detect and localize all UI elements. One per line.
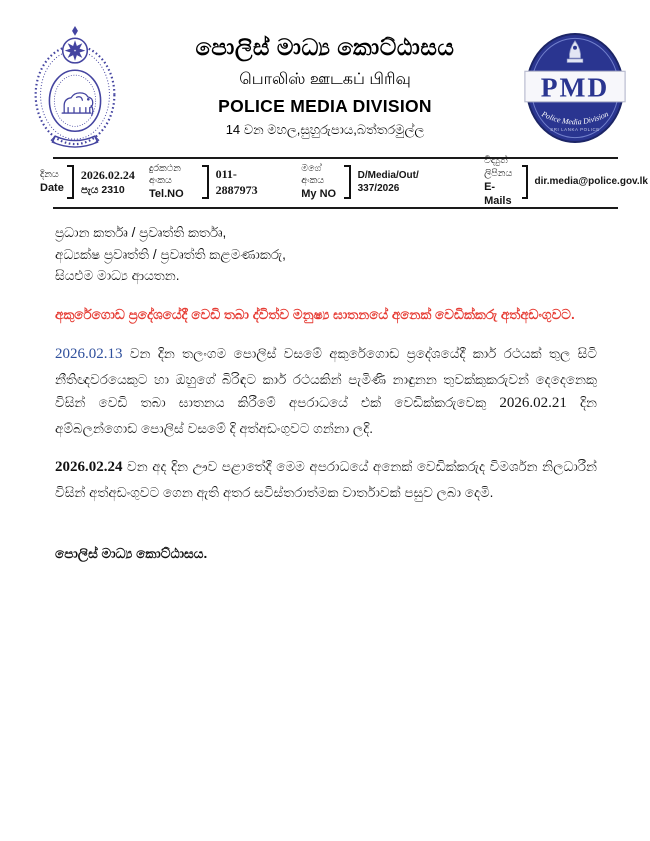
division-title-sinhala: පොලිස් මාධ්‍ය කොට්ඨාසය [195,34,455,60]
first-arrest-date: 2026.02.21 [499,394,567,411]
division-title-tamil: பொலிஸ் ஊடகப் பிரிவு [239,71,411,88]
recipient-block [55,222,597,287]
my-number-field [301,163,450,202]
pmd-curved-text: Police Media Division [540,109,610,127]
date-value: 2026.02.24 [80,167,135,182]
time-value: පැය 2310 [80,184,125,196]
paragraph-1-text-b: දින අම්බලන්ගොඩ පොලිස් වසමේ දි අත්අඩංගුවට ගන්නා ලදි. [55,394,597,436]
second-arrest-date: 2026.02.24 [55,458,123,475]
email-field [484,155,648,208]
incident-date: 2026.02.13 [55,345,123,362]
recipient-line-3: සියළුම මාධ්‍ය ආයතන. [55,268,180,284]
reference-info-bar [0,155,650,208]
bracket-icon [522,165,527,199]
date-label-sinhala: දිනය [40,168,59,180]
email-value[interactable]: dir.media@police.gov.lk [534,176,648,188]
paragraph-1-text-a: වන දින තලංගම පොලිස් වසමේ අකුරේගොඩ ප්‍රදේශයේදී කාර් රථයක් තුල සිටි නීතිඥවරයෙකුට හා ඔහුගේ බිරිඳට කාර් රථයකින් පැමිණි නාඳුනන තුවක්කුකරුවන් දෙදෙනෙකු විසින් වෙඩි තබා ඝාතනය කිරීමේ අපරාධයේ එක් වෙඩික්කරුවෙකු [55,345,597,410]
tel-label-english: Tel.NO [149,188,184,201]
letter-body [0,222,650,562]
pmd-seal-icon [523,32,627,144]
bracket-icon [344,165,350,199]
sri-lanka-police-crest-icon [31,24,119,148]
recipient-line-1: ප්‍රධාන කර්තෘ / ප්‍රවෘත්ති කර්තෘ, [55,225,227,240]
bracket-icon [67,165,74,199]
paragraph-2-text: වන අද දින ඌව පළාතේදී මෙම අපරාධයේ අනෙක් වෙඩික්කරුද විමර්ශන නිලධාරීන් විසින් අත්අඩංගුවට ගෙන ඇති අතර සවිස්තරාත්මක වාර්තාවක් පසුව ලබා දෙමි. [55,458,597,500]
tel-value: 011-2887973 [215,166,258,197]
pmd-logo [500,24,650,144]
email-label-sinhala: විද්‍යුත් ලිපිනය [484,155,513,179]
letterhead [0,0,650,148]
bracket-icon [202,165,208,199]
division-title-english: POLICE MEDIA DIVISION [218,96,432,116]
press-release-headline: අකුරේගොඩ ප්‍රදේශයේදී වෙඩි තබා ද්විත්ව මනුෂ්‍ය ඝාතනයේ අනෙක් වෙඩික්කරු අත්අඩංගුවට. [55,306,575,322]
letterhead-titles [150,24,500,138]
pmd-abbr-text: PMD [540,71,610,103]
my-no-value: D/Media/Out/ 337/2026 [357,169,419,194]
telephone-field [149,163,271,202]
email-label-english: E-Mails [484,181,512,208]
recipient-line-2: අධ්‍යක්ෂ ප්‍රවෘත්ති / ප්‍රවෘත්ති කළමණාකරු, [55,246,286,262]
police-crest-logo [0,24,150,148]
tel-label-sinhala: දුරකථන අංකය [149,162,181,186]
my-no-label-sinhala: මගේ අංකය [301,162,325,186]
paragraph-1 [55,342,597,440]
my-no-label-english: My NO [301,188,337,201]
pmd-small-text: SRI LANKA POLICE [550,127,600,133]
date-label-english: Date [40,182,64,195]
division-address: 14 වන මහල,සුහුරුපාය,බත්තරමුල්ල [225,122,425,137]
paragraph-2 [55,455,597,504]
date-field [40,165,135,199]
signature-line: පොලිස් මාධ්‍ය කොට්ඨාසය. [55,545,208,561]
